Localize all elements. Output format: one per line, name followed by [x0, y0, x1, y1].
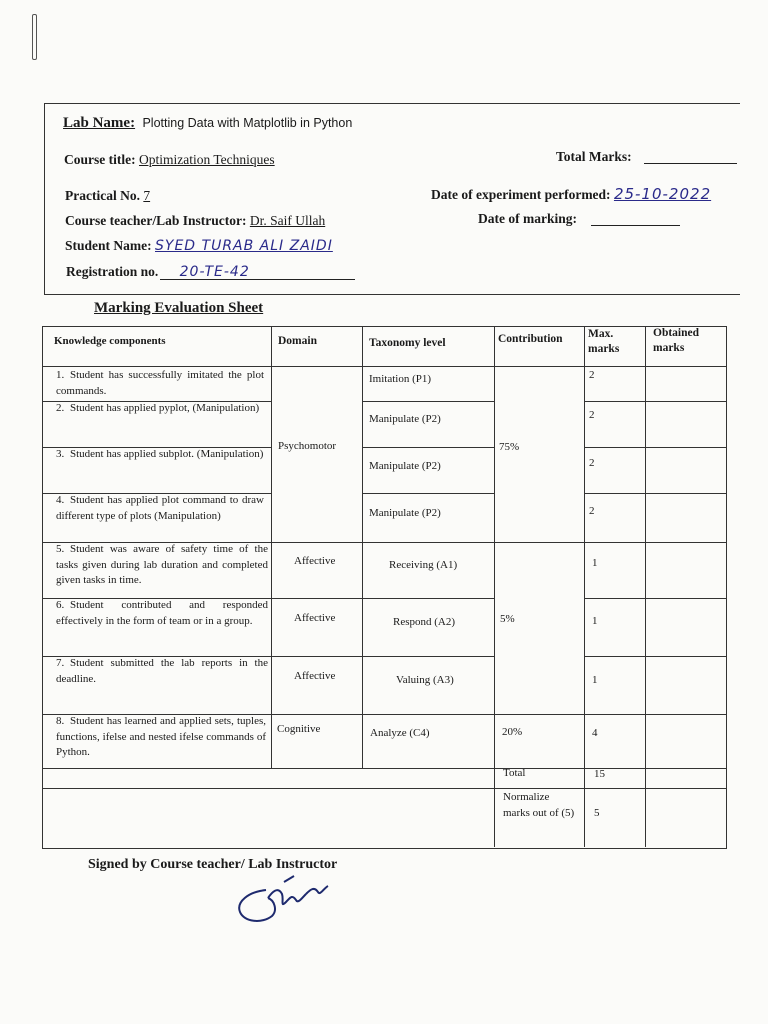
date-experiment-label: Date of experiment performed: — [431, 187, 611, 202]
table-row-7-taxonomy: Valuing (A3) — [396, 674, 454, 686]
col-header-max-marks: Max. marks — [588, 328, 620, 355]
table-row-8-domain: Cognitive — [277, 723, 321, 735]
table-row-6-taxonomy: Respond (A2) — [393, 616, 456, 628]
normalize-label: Normalize marks out of (5) — [503, 791, 575, 819]
col-header-contribution: Contribution — [498, 333, 563, 345]
instructor-value: Dr. Saif Ullah — [249, 213, 326, 228]
total-value: 15 — [594, 768, 605, 780]
normalize-value: 5 — [594, 807, 600, 819]
date-experiment-value: 25-10-2022 — [613, 185, 712, 203]
table-row-4-taxonomy: Manipulate (P2) — [369, 507, 441, 519]
psychomotor-domain: Psychomotor — [278, 440, 337, 452]
lab-name-row — [63, 115, 352, 132]
col-header-domain: Domain — [278, 335, 317, 347]
table-row-7-text: 7. Student submitted the lab reports in the deadline. — [56, 657, 268, 685]
table-row-3-max: 2 — [589, 457, 595, 469]
total-marks-row — [556, 149, 632, 165]
col-header-taxonomy: Taxonomy level — [369, 337, 446, 349]
table-row-7-domain: Affective — [294, 670, 336, 682]
table-row-8-text: 8. Student has learned and applied sets, tuples, functions, ifelse and nested ifelse commands of Python. — [56, 715, 266, 758]
table-row-6-max: 1 — [592, 615, 598, 627]
table-row-2-text: 2. Student has applied pyplot, (Manipulation) — [56, 402, 260, 414]
registration-row — [66, 264, 250, 280]
date-marking-row — [478, 211, 577, 227]
table-row-6-text: 6. Student contributed and responded effectively in the form of team or in a group. — [56, 599, 268, 627]
total-label: Total — [503, 767, 526, 779]
table-row-8-max: 4 — [592, 727, 598, 739]
table-row-5-max: 1 — [592, 557, 598, 569]
registration-value: 20-TE-42 — [179, 264, 250, 280]
total-marks-label: Total Marks: — [556, 149, 632, 164]
table-row-5-taxonomy: Receiving (A1) — [389, 559, 458, 571]
practical-no-label: Practical No. — [65, 188, 140, 203]
student-name-label: Student Name: — [65, 238, 152, 253]
col-header-knowledge: Knowledge components — [54, 335, 166, 347]
col-header-obtained: Obtained marks — [653, 327, 700, 354]
date-marking-blank — [591, 225, 680, 226]
registration-label: Registration no. — [66, 264, 159, 279]
table-row-6-domain: Affective — [294, 612, 336, 624]
table-row-3-taxonomy: Manipulate (P2) — [369, 460, 441, 472]
psychomotor-contribution: 75% — [499, 441, 520, 453]
signed-by-label: Signed by Course teacher/ Lab Instructor — [88, 857, 338, 872]
binder-mark — [32, 14, 37, 60]
practical-no-row — [65, 188, 150, 204]
affective-contribution: 5% — [500, 613, 515, 625]
table-row-5-domain: Affective — [294, 555, 336, 567]
student-name-value: SYED TURAB ALI ZAIDI — [155, 238, 333, 254]
instructor-label: Course teacher/Lab Instructor: — [65, 213, 247, 228]
evaluation-table — [42, 326, 726, 848]
date-marking-label: Date of marking: — [478, 211, 577, 226]
student-name-row — [65, 238, 333, 254]
total-marks-blank — [644, 163, 737, 164]
course-title-row — [64, 152, 275, 168]
lab-name-label: Lab Name: — [63, 115, 136, 131]
table-row-4-max: 2 — [589, 505, 595, 517]
table-row-2-taxonomy: Manipulate (P2) — [369, 413, 441, 425]
registration-underline — [160, 279, 355, 280]
table-row-2-max: 2 — [589, 409, 595, 421]
table-row-7-max: 1 — [592, 674, 598, 686]
table-row-8-taxonomy: Analyze (C4) — [370, 727, 430, 739]
instructor-row — [65, 213, 325, 229]
table-row-4-text: 4. Student has applied plot command to draw different type of plots (Manipulation) — [56, 494, 264, 522]
sheet-title: Marking Evaluation Sheet — [94, 300, 264, 316]
date-experiment-row — [431, 185, 711, 203]
table-row-3-text: 3. Student has applied subplot. (Manipulation) — [56, 448, 264, 460]
table-row-1-max: 2 — [589, 369, 595, 381]
course-title-value: Optimization Techniques — [138, 152, 275, 167]
table-row-1-text: 1. Student has successfully imitated the plot commands. — [56, 369, 264, 397]
table-row-8-contribution: 20% — [502, 726, 523, 738]
table-row-5-text: 5. Student was aware of safety time of the tasks given during lab duration and completed given tasks in time. — [56, 543, 268, 586]
practical-no-value: 7 — [143, 188, 151, 203]
signature-image — [228, 872, 338, 932]
lab-name-value: Plotting Data with Matplotlib in Python — [142, 116, 353, 130]
table-row-1-taxonomy: Imitation (P1) — [369, 373, 432, 385]
course-title-label: Course title: — [64, 152, 136, 167]
